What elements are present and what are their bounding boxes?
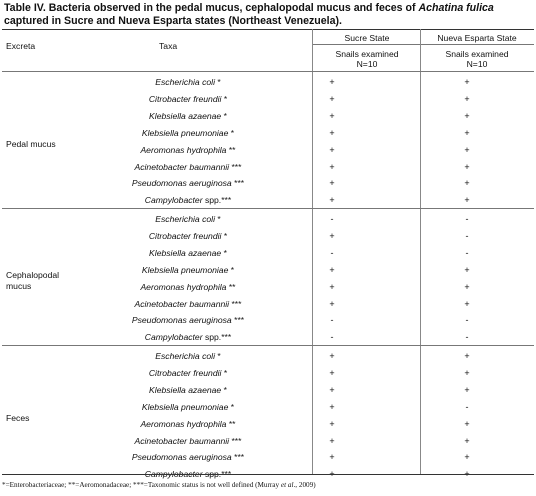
sucre-result: + <box>329 298 335 309</box>
nueva-result: + <box>464 384 470 395</box>
taxon-name: Citrobacter freundii <box>148 367 222 378</box>
nueva-result: - <box>465 332 469 343</box>
caption-part1: Table IV. Bacteria observed in the pedal mucus, cephalopodal mucus and feces of <box>4 2 419 14</box>
taxon-name: Pseudomonas aeruginosa <box>131 315 232 326</box>
sucre-result: + <box>329 195 335 206</box>
caption-species: Achatina fulica <box>418 2 494 14</box>
sucre-result: + <box>329 351 335 361</box>
taxon-name: Citrobacter freundii <box>148 230 222 241</box>
taxon-name: Escherichia coli <box>155 351 215 361</box>
column-divider-1 <box>312 29 313 474</box>
taxon-note: * <box>228 264 235 275</box>
nueva-result: + <box>464 418 470 429</box>
nueva-result: + <box>464 178 470 189</box>
taxon-cell <box>70 419 306 429</box>
taxon-cell <box>70 94 306 104</box>
header-sucre-sub: Snails examined <box>335 49 399 59</box>
taxon-cell <box>70 282 306 292</box>
taxon-note: *** <box>231 452 245 463</box>
taxon-cell <box>70 77 306 87</box>
table-top-rule <box>2 29 534 30</box>
header-nueva: Nueva Esparta State <box>437 33 517 43</box>
sucre-result: + <box>329 127 335 138</box>
header-nueva-sub: Snails examined <box>445 49 509 59</box>
taxon-name: Citrobacter freundii <box>148 93 222 104</box>
taxon-note: spp.*** <box>202 195 232 206</box>
sucre-result: + <box>329 452 335 463</box>
footnote-part2: ., 2009) <box>293 481 316 489</box>
taxon-cell <box>70 452 306 462</box>
header-sub-rule <box>312 44 534 45</box>
taxon-note: ** <box>226 418 236 429</box>
nueva-result: + <box>464 93 470 104</box>
taxon-note: * <box>214 351 221 361</box>
table-bottom-rule <box>2 474 534 475</box>
taxon-note: spp.*** <box>202 469 232 480</box>
sucre-result: - <box>330 214 334 224</box>
header-taxa: Taxa <box>159 41 178 51</box>
sucre-result: - <box>330 332 334 343</box>
taxon-name: Klebsiella pneumoniae <box>141 401 229 412</box>
taxon-name: Klebsiella azaenae <box>149 247 222 258</box>
sucre-result: + <box>329 161 335 172</box>
taxon-cell <box>70 299 306 309</box>
nueva-result: - <box>465 214 469 224</box>
taxon-cell <box>70 178 306 188</box>
nueva-result: - <box>465 230 469 241</box>
taxon-name: Klebsiella pneumoniae <box>141 127 229 138</box>
nueva-result: + <box>464 281 470 292</box>
taxon-cell <box>70 315 306 325</box>
taxon-note: *** <box>231 315 245 326</box>
header-bottom-rule <box>2 71 534 72</box>
taxon-cell <box>70 351 306 361</box>
nueva-result: + <box>464 77 470 87</box>
sucre-result: + <box>329 367 335 378</box>
taxon-note: * <box>228 127 235 138</box>
taxon-cell <box>70 402 306 412</box>
nueva-result: + <box>464 110 470 121</box>
group-label: Feces <box>6 413 30 424</box>
sucre-result: + <box>329 230 335 241</box>
taxon-name: Acinetobacter baumannii <box>134 298 230 309</box>
taxon-name: Campylobacter <box>144 195 203 206</box>
taxon-note: *** <box>231 178 245 189</box>
nueva-result: + <box>464 367 470 378</box>
sucre-result: + <box>329 93 335 104</box>
footnote-etal: et al <box>280 481 294 489</box>
column-divider-2 <box>420 29 421 474</box>
table-footnote <box>2 481 316 489</box>
taxon-note: * <box>221 93 228 104</box>
taxon-cell <box>70 436 306 446</box>
sucre-result: + <box>329 469 335 480</box>
taxon-cell <box>70 214 306 224</box>
nueva-result: - <box>465 247 469 258</box>
taxon-cell <box>70 368 306 378</box>
sucre-result: + <box>329 418 335 429</box>
taxon-cell <box>70 248 306 258</box>
group-separator-rule <box>2 208 534 209</box>
taxon-note: ** <box>226 144 236 155</box>
group-label: Pedal mucus <box>6 139 56 150</box>
nueva-result: + <box>464 435 470 446</box>
taxon-note: *** <box>229 161 242 172</box>
sucre-result: + <box>329 264 335 275</box>
nueva-result: + <box>464 469 470 480</box>
taxon-note: * <box>221 230 228 241</box>
nueva-result: + <box>464 351 470 361</box>
taxon-note: *** <box>229 298 242 309</box>
caption-part2: captured in Sucre and Nueva Esparta states (Northeast Venezuela). <box>4 15 342 27</box>
group-label-line: Cephalopodal <box>6 270 60 281</box>
sucre-result: + <box>329 435 335 446</box>
taxon-cell <box>70 332 306 342</box>
header-sucre-n: N=10 <box>356 59 378 69</box>
nueva-result: + <box>464 127 470 138</box>
sucre-result: + <box>329 77 335 87</box>
header-excreta: Excreta <box>6 41 36 51</box>
taxon-note: * <box>221 367 228 378</box>
sucre-result: - <box>330 247 334 258</box>
taxon-cell <box>70 231 306 241</box>
taxon-cell <box>70 385 306 395</box>
taxon-cell <box>70 111 306 121</box>
taxon-note: ** <box>226 281 236 292</box>
nueva-result: - <box>465 315 469 326</box>
taxon-name: Campylobacter <box>144 469 203 480</box>
nueva-result: + <box>464 264 470 275</box>
sucre-result: + <box>329 281 335 292</box>
taxon-note: * <box>214 214 221 224</box>
group-separator-rule <box>2 345 534 346</box>
nueva-result: + <box>464 161 470 172</box>
taxon-note: * <box>221 247 227 258</box>
footnote-part1: *=Enterobacteriaceae; **=Aeromonadaceae; ***=Taxonomic status is not well defined (Murray <box>2 481 281 489</box>
taxon-name: Escherichia coli <box>155 77 215 87</box>
nueva-result: + <box>464 298 470 309</box>
taxon-name: Klebsiella azaenae <box>149 110 222 121</box>
taxon-note: * <box>228 401 235 412</box>
taxon-name: Pseudomonas aeruginosa <box>131 452 232 463</box>
taxon-name: Aeromonas hydrophila <box>140 281 227 292</box>
taxon-note: * <box>221 110 227 121</box>
taxon-note: * <box>214 77 221 87</box>
taxon-name: Pseudomonas aeruginosa <box>131 178 232 189</box>
taxon-note: spp.*** <box>202 332 232 343</box>
sucre-result: + <box>329 384 335 395</box>
taxon-cell <box>70 145 306 155</box>
group-label <box>6 270 59 292</box>
group-label-line: mucus <box>6 281 32 292</box>
taxon-note: *** <box>229 435 242 446</box>
taxon-cell <box>70 128 306 138</box>
table-caption <box>4 2 532 28</box>
header-sucre: Sucre State <box>344 33 390 43</box>
nueva-result: + <box>464 144 470 155</box>
taxon-name: Aeromonas hydrophila <box>140 418 227 429</box>
taxon-cell <box>70 265 306 275</box>
taxon-name: Klebsiella azaenae <box>149 384 222 395</box>
nueva-result: + <box>464 195 470 206</box>
taxon-name: Aeromonas hydrophila <box>140 144 227 155</box>
taxon-name: Acinetobacter baumannii <box>134 161 230 172</box>
nueva-result: + <box>464 452 470 463</box>
sucre-result: + <box>329 144 335 155</box>
sucre-result: + <box>329 178 335 189</box>
sucre-result: + <box>329 110 335 121</box>
taxon-name: Klebsiella pneumoniae <box>141 264 229 275</box>
sucre-result: + <box>329 401 335 412</box>
taxon-note: * <box>221 384 227 395</box>
header-nueva-n: N=10 <box>466 59 488 69</box>
nueva-result: - <box>465 401 469 412</box>
taxon-name: Campylobacter <box>144 332 203 343</box>
sucre-result: - <box>330 315 334 326</box>
taxon-cell <box>70 162 306 172</box>
taxon-name: Acinetobacter baumannii <box>134 435 230 446</box>
taxon-name: Escherichia coli <box>155 214 215 224</box>
taxon-cell <box>70 195 306 205</box>
